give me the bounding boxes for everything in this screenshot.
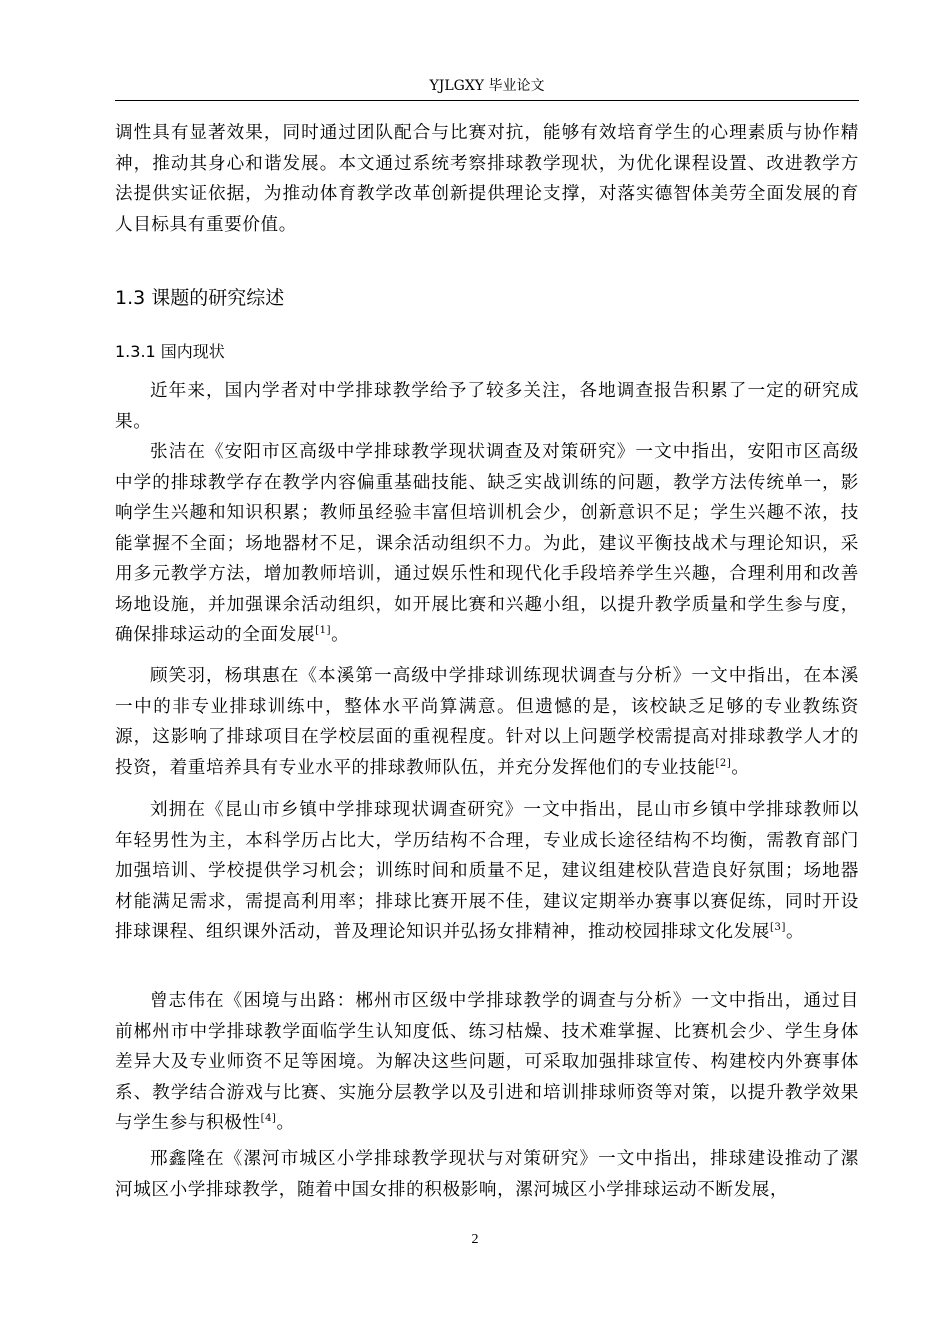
paragraph-domestic-overview: 近年来，国内学者对中学排球教学给予了较多关注，各地调查报告积累了一定的研究成果。 [115,381,859,432]
citation-ref: [2] [715,757,732,769]
paragraph-end: 。 [331,625,350,645]
paragraph-text: 曾志伟在《困境与出路：郴州市区级中学排球教学的调查与分析》一文中指出，通过目前郴州市中学排球教学面临学生认知度低、练习枯燥、技术难掌握、比赛机会少、学生身体差异大及专业师资不足等困境。为解决这些问题，可采取加强排球宣传、构建校内外赛事体系、教学结合游戏与比赛、实施分层教学以及引进和培训排球师资等对策，以提升教学效果与学生参与积极性 [115,991,859,1133]
page-number: 2 [471,1232,479,1247]
paragraph-gu-xiaoyu [115,661,859,783]
paragraph-text: 张洁在《安阳市区高级中学排球教学现状调查及对策研究》一文中指出，安阳市区高级中学的排球教学存在教学内容偏重基础技能、缺乏实战训练的问题，教学方法传统单一，影响学生兴趣和知识积累；教师虽经验丰富但培训机会少，创新意识不足；学生兴趣不浓，技能掌握不全面；场地器材不足，课余活动组织不力。为此，建议平衡技战术与理论知识，采用多元教学方法，增加教师培训，通过娱乐性和现代化手段培养学生兴趣，合理利用和改善场地设施，并加强课余活动组织，如开展比赛和兴趣小组，以提升教学质量和学生参与度，确保排球运动的全面发展 [115,442,859,645]
paragraph-end: 。 [731,757,750,778]
citation-ref: [1] [315,625,332,637]
paragraph-zhang-jie [115,437,859,651]
section-heading-1-3: 1.3 课题的研究综述 [115,287,285,309]
paragraph-end: 。 [276,1113,295,1133]
citation-ref: [4] [260,1113,277,1125]
citation-ref: [3] [769,922,786,934]
paragraph-intro-continuation: 调性具有显著效果，同时通过团队配合与比赛对抗，能够有效培育学生的心理素质与协作精神，推动其身心和谐发展。本文通过系统考察排球教学现状，为优化课程设置、改进教学方法提供实证依据，为推动体育教学改革创新提供理论支撑，对落实德智体美劳全面发展的育人目标具有重要价值。 [115,123,859,235]
paragraph-liu-yong [115,795,859,948]
paragraph-zeng-zhiwei [115,986,859,1139]
paragraph-xing-xinlong: 邢鑫隆在《漯河市城区小学排球教学现状与对策研究》一文中指出，排球建设推动了漯河城区小学排球教学，随着中国女排的积极影响，漯河城区小学排球运动不断发展， [115,1149,859,1200]
paragraph-text: 刘拥在《昆山市乡镇中学排球现状调查研究》一文中指出，昆山市乡镇中学排球教师以年轻男性为主，本科学历占比大，学历结构不合理，专业成长途径结构不均衡，需教育部门加强培训、学校提供学习机会；训练时间和质量不足，建议组建校队营造良好氛围；场地器材能满足需求，需提高利用率；排球比赛开展不佳，建议定期举办赛事以赛促练，同时开设排球课程、组织课外活动，普及理论知识并弘扬女排精神，推动校园排球文化发展 [115,800,859,942]
header-divider [115,100,859,101]
page-header: YJLGXY 毕业论文 [429,78,545,94]
paragraph-text: 顾笑羽，杨琪惠在《本溪第一高级中学排球训练现状调查与分析》一文中指出，在本溪一中的非专业排球训练中，整体水平尚算满意。但遗憾的是，该校缺乏足够的专业教练资源，这影响了排球项目在学校层面的重视程度。针对以上问题学校需提高对排球教学人才的投资，着重培养具有专业水平的排球教师队伍，并充分发挥他们的专业技能 [115,666,859,778]
subsection-heading-1-3-1: 1.3.1 国内现状 [115,342,225,361]
paragraph-end: 。 [785,922,805,942]
